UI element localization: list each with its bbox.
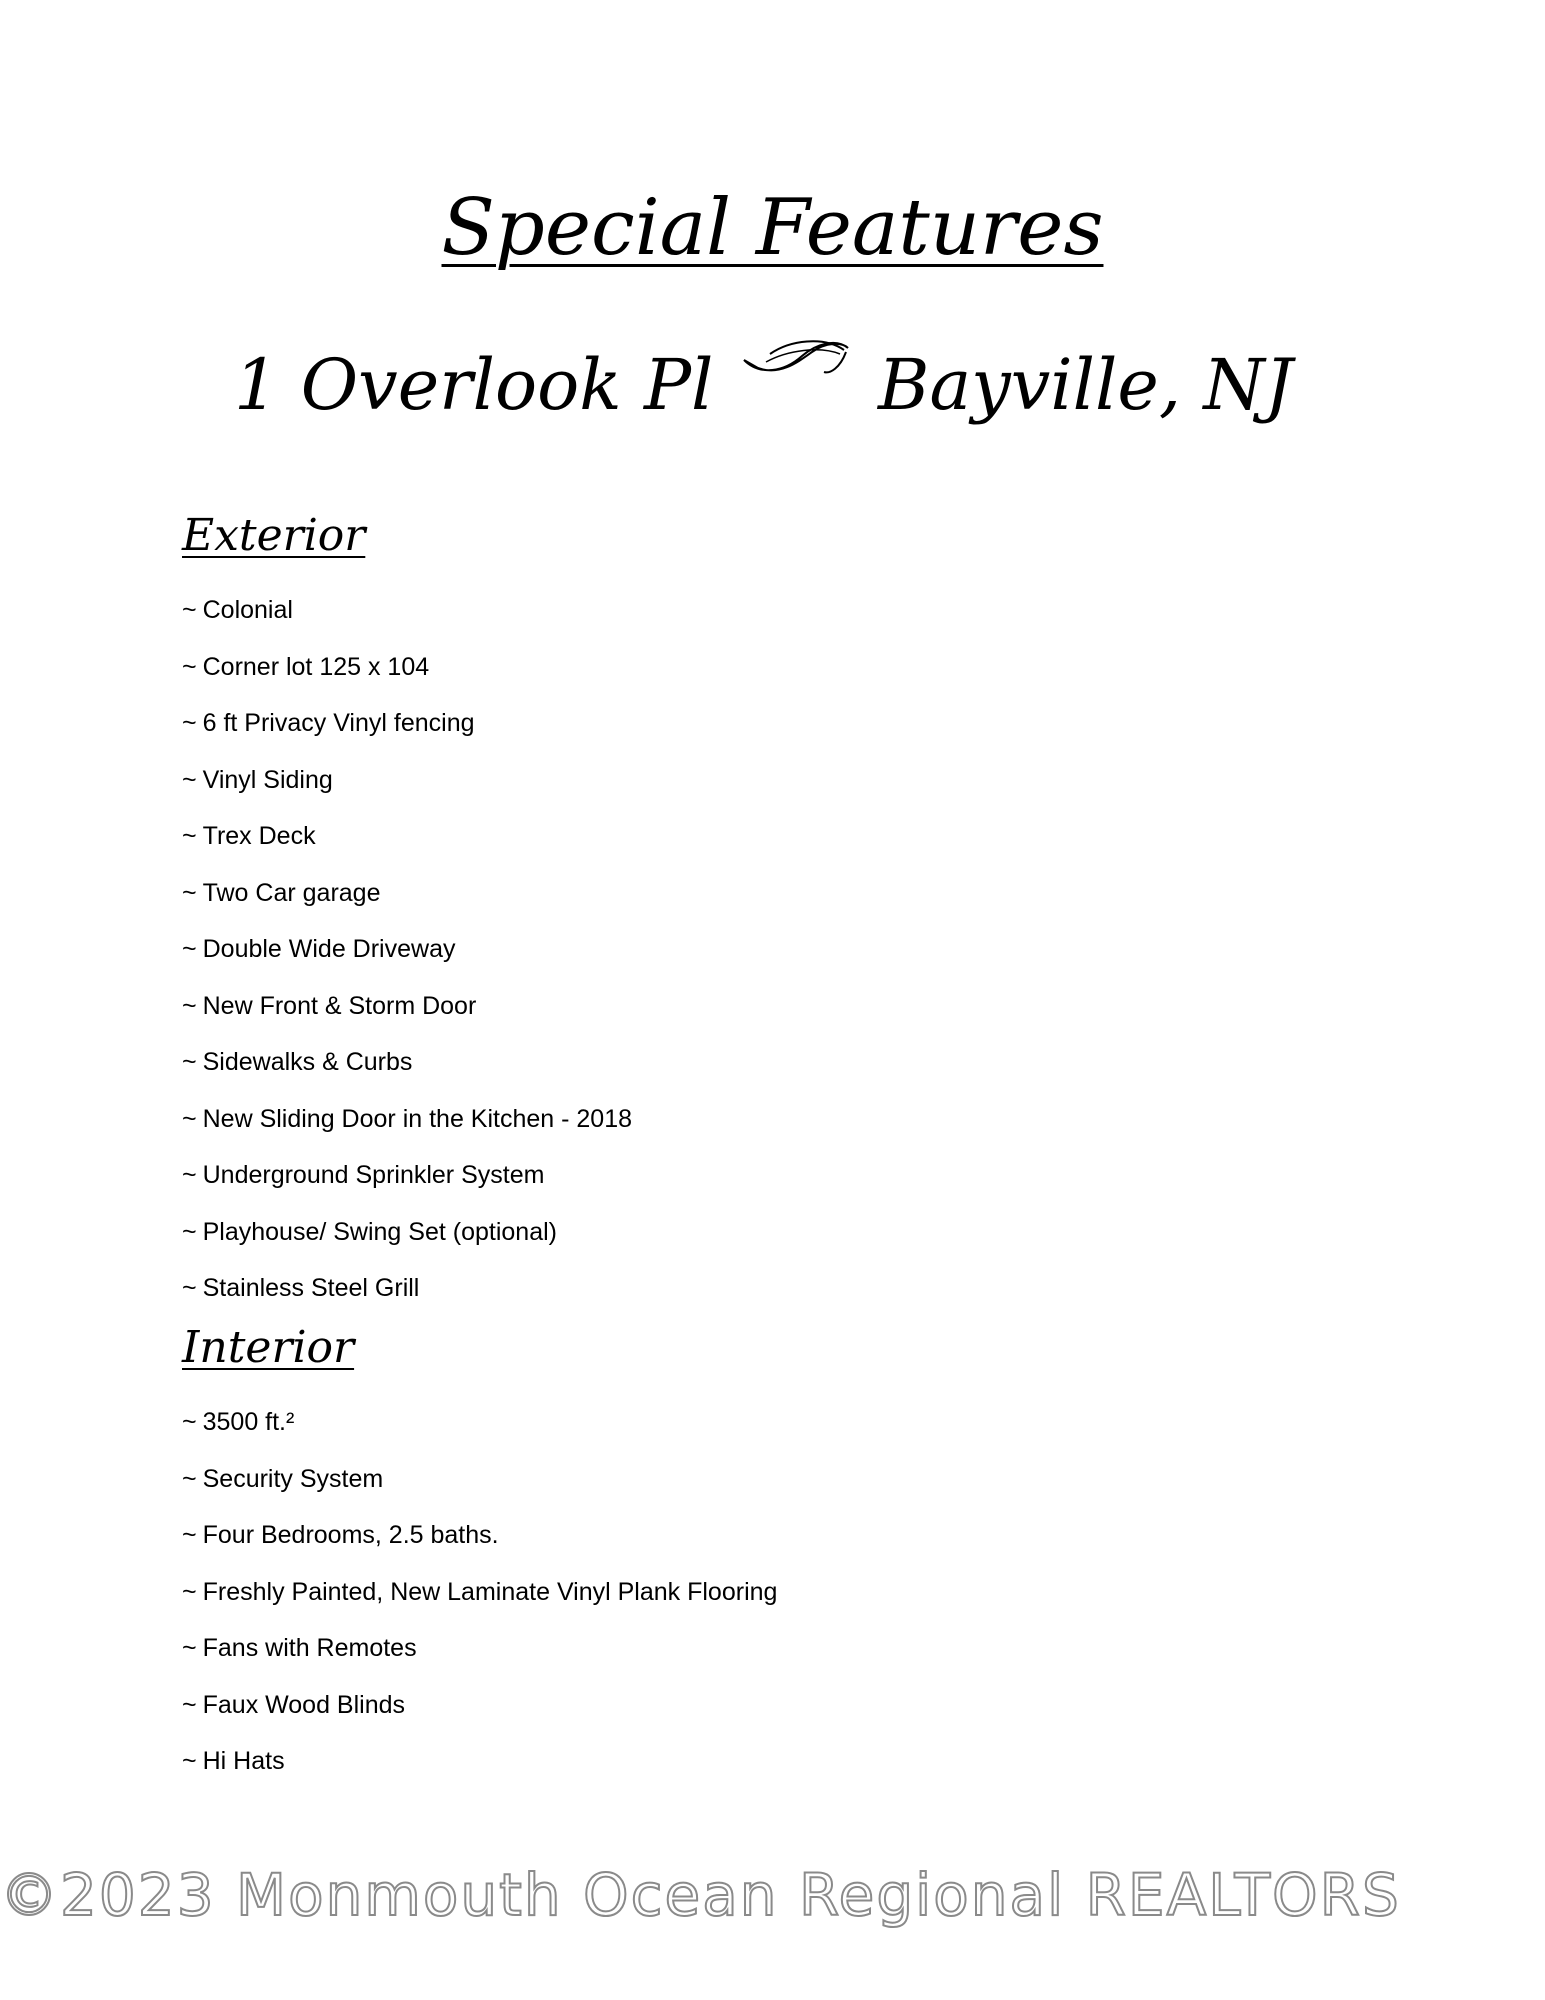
interior-list xyxy=(182,1394,777,1790)
list-item xyxy=(182,1394,777,1451)
bullet-tilde: ~ xyxy=(182,1161,197,1189)
bullet-tilde: ~ xyxy=(182,1217,197,1246)
list-item-text: Stainless Steel Grill xyxy=(202,1274,420,1302)
list-item-text: Colonial xyxy=(202,596,293,624)
list-item-text: Sidewalks & Curbs xyxy=(202,1048,413,1076)
list-item xyxy=(182,752,632,809)
exterior-list xyxy=(182,582,632,1317)
list-item xyxy=(182,582,632,639)
list-item xyxy=(182,1677,777,1734)
list-item xyxy=(182,1204,632,1261)
list-item-text: Security System xyxy=(202,1464,384,1493)
list-item xyxy=(182,1564,777,1621)
bullet-tilde: ~ xyxy=(182,822,197,850)
list-item xyxy=(182,865,632,922)
list-item xyxy=(182,808,632,865)
list-item-text: Corner lot 125 x 104 xyxy=(202,652,430,681)
address-street: 1 Overlook Pl xyxy=(234,344,714,426)
bullet-tilde: ~ xyxy=(182,1464,197,1493)
bullet-tilde: ~ xyxy=(182,1690,197,1719)
bullet-tilde: ~ xyxy=(182,1577,197,1606)
list-item xyxy=(182,1620,777,1677)
list-item xyxy=(182,1733,777,1790)
bullet-tilde: ~ xyxy=(182,991,197,1020)
list-item-text: Hi Hats xyxy=(202,1747,285,1775)
flourish-icon xyxy=(740,332,852,388)
bullet-tilde: ~ xyxy=(182,1634,197,1662)
list-item-text: Four Bedrooms, 2.5 baths. xyxy=(202,1521,499,1549)
bullet-tilde: ~ xyxy=(182,878,197,907)
bullet-tilde: ~ xyxy=(182,652,197,681)
list-item xyxy=(182,978,632,1035)
list-item-text: Playhouse/ Swing Set (optional) xyxy=(202,1217,557,1246)
interior-heading: Interior xyxy=(182,1322,355,1373)
bullet-tilde: ~ xyxy=(182,1104,197,1133)
bullet-tilde: ~ xyxy=(182,709,197,737)
list-item-text: Faux Wood Blinds xyxy=(202,1690,406,1719)
list-item-text: Trex Deck xyxy=(202,822,316,850)
list-item xyxy=(182,921,632,978)
list-item xyxy=(182,639,632,696)
list-item-text: Two Car garage xyxy=(202,878,381,907)
list-item-text: New Sliding Door in the Kitchen - 2018 xyxy=(202,1104,633,1133)
list-item-text: 6 ft Privacy Vinyl fencing xyxy=(202,709,475,737)
bullet-tilde: ~ xyxy=(182,1408,197,1436)
page-title: Special Features xyxy=(441,183,1104,273)
list-item xyxy=(182,1034,632,1091)
list-item-text: Double Wide Driveway xyxy=(202,935,456,963)
list-item xyxy=(182,1451,777,1508)
list-item-text: Freshly Painted, New Laminate Vinyl Plank Flooring xyxy=(202,1577,778,1606)
exterior-heading: Exterior xyxy=(182,510,366,561)
bullet-tilde: ~ xyxy=(182,1747,197,1775)
list-item-text: New Front & Storm Door xyxy=(202,991,477,1020)
bullet-tilde: ~ xyxy=(182,935,197,963)
bullet-tilde: ~ xyxy=(182,1274,197,1302)
list-item xyxy=(182,1507,777,1564)
copyright-watermark: ©2023 Monmouth Ocean Regional REALTORS xyxy=(0,1861,1401,1929)
bullet-tilde: ~ xyxy=(182,765,197,794)
bullet-tilde: ~ xyxy=(182,1048,197,1076)
bullet-tilde: ~ xyxy=(182,596,197,624)
list-item-text: Underground Sprinkler System xyxy=(202,1161,545,1189)
list-item-text: 3500 ft.² xyxy=(202,1408,295,1436)
list-item xyxy=(182,695,632,752)
list-item xyxy=(182,1260,632,1317)
list-item xyxy=(182,1147,632,1204)
list-item xyxy=(182,1091,632,1148)
list-item-text: Vinyl Siding xyxy=(202,765,333,794)
address-city: Bayville, NJ xyxy=(878,344,1293,426)
list-item-text: Fans with Remotes xyxy=(202,1634,417,1662)
bullet-tilde: ~ xyxy=(182,1521,197,1549)
